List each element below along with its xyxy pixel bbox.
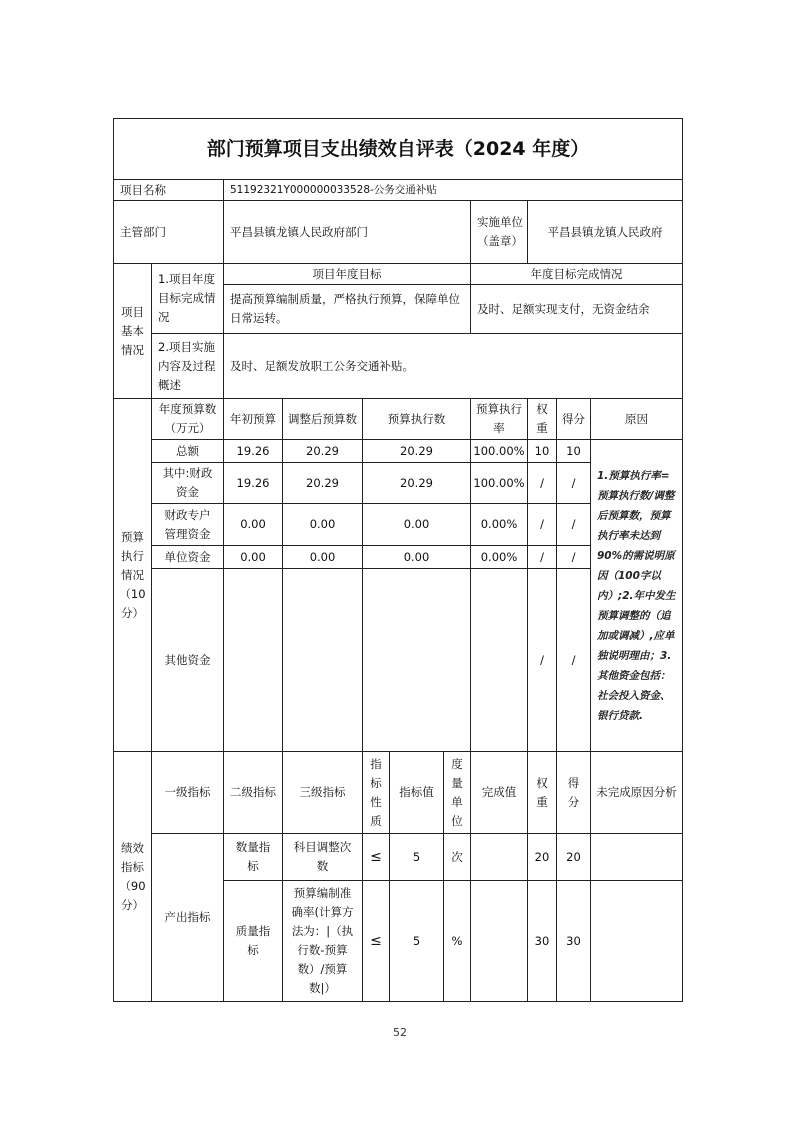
dept-label: 主管部门 (113, 200, 224, 264)
perf-cell: 30 (527, 880, 557, 1002)
perf-cell: 5 (389, 833, 444, 881)
budget-cell: 0.00 (362, 545, 471, 569)
budget-cell: 0.00 (223, 503, 283, 546)
budget-cell: 0.00 (282, 545, 363, 569)
done-head: 年度目标完成情况 (470, 263, 683, 285)
budget-cell: / (527, 545, 557, 569)
perf-cell: 5 (389, 880, 444, 1002)
budget-header: 调整后预算数 (282, 398, 363, 440)
budget-row-label: 总额 (151, 439, 224, 463)
budget-cell: / (556, 462, 591, 504)
perf-cell: 科目调整次数 (282, 833, 363, 881)
budget-header: 年初预算 (223, 398, 283, 440)
perf-header: 一级指标 (151, 751, 224, 834)
budget-label: 预算执行情况（10分） (113, 398, 152, 752)
impl-label: 实施单位（盖章） (470, 200, 528, 264)
budget-cell: 20.29 (282, 462, 363, 504)
budget-cell: 0.00% (470, 545, 528, 569)
budget-row-label: 其中:财政资金 (151, 462, 224, 504)
budget-cell: 20.29 (282, 439, 363, 463)
goal-head: 项目年度目标 (223, 263, 471, 285)
perf-cell: ≤ (362, 880, 390, 1002)
perf-header: 指标性质 (362, 751, 390, 834)
budget-cell: 10 (556, 439, 591, 463)
perf-cell: % (443, 880, 471, 1002)
budget-cell: 20.29 (362, 439, 471, 463)
perf-cell: 次 (443, 833, 471, 881)
perf-cell (470, 880, 528, 1002)
budget-cell: 19.26 (223, 462, 283, 504)
perf-header: 度量单位 (443, 751, 471, 834)
budget-cell (362, 568, 471, 752)
budget-header: 预算执行率 (470, 398, 528, 440)
perf-header: 三级指标 (282, 751, 363, 834)
budget-cell: / (527, 568, 557, 752)
impl-content-label: 2.项目实施内容及过程概述 (151, 333, 224, 399)
perf-cell (590, 833, 683, 881)
budget-header: 原因 (590, 398, 683, 440)
budget-cell (470, 568, 528, 752)
basic-label: 项目基本情况 (113, 263, 152, 399)
budget-cell: 100.00% (470, 439, 528, 463)
perf-cell: 数量指标 (223, 833, 283, 881)
perf-header: 得分 (556, 751, 591, 834)
budget-cell: 10 (527, 439, 557, 463)
perf-header: 权重 (527, 751, 557, 834)
done-text: 及时、足额实现支付，无资金结余 (470, 284, 683, 334)
goal-text: 提高预算编制质量，严格执行预算，保障单位日常运转。 (223, 284, 471, 334)
perf-cell: 20 (556, 833, 591, 881)
perf-cell: 30 (556, 880, 591, 1002)
impl-content-text: 及时、足额发放职工公务交通补贴。 (223, 333, 683, 399)
goal-label: 1.项目年度目标完成情况 (151, 263, 224, 334)
budget-row-label: 财政专户管理资金 (151, 503, 224, 546)
perf-header: 二级指标 (223, 751, 283, 834)
budget-header: 年度预算数（万元） (151, 398, 224, 440)
perf-header: 未完成原因分析 (590, 751, 683, 834)
budget-cell: / (556, 503, 591, 546)
budget-header: 权重 (527, 398, 557, 440)
page-title: 部门预算项目支出绩效自评表（2024 年度） (113, 118, 683, 180)
budget-cell (282, 568, 363, 752)
budget-cell: 20.29 (362, 462, 471, 504)
budget-header: 得分 (556, 398, 591, 440)
budget-cell: 19.26 (223, 439, 283, 463)
budget-cell: / (527, 503, 557, 546)
budget-cell: / (556, 545, 591, 569)
perf-cell: 质量指标 (223, 880, 283, 1002)
perf-label: 绩效指标（90分） (113, 751, 152, 1002)
budget-row-label: 单位资金 (151, 545, 224, 569)
impl-value: 平昌县镇龙镇人民政府 (527, 200, 683, 264)
perf-level1: 产出指标 (151, 833, 224, 1002)
budget-cell (223, 568, 283, 752)
budget-cell: 0.00% (470, 503, 528, 546)
budget-row-label: 其他资金 (151, 568, 224, 752)
budget-cell: 100.00% (470, 462, 528, 504)
budget-cell: / (556, 568, 591, 752)
perf-header: 指标值 (389, 751, 444, 834)
budget-reason: 1.预算执行率=预算执行数/调整后预算数，预算执行率未达到90%的需说明原因（100字以内）;2.年中发生预算调整的（追加或调减）,应单独说明理由；3.其他资金包括：社会投入资金、银行贷款. (590, 439, 683, 752)
perf-cell: 20 (527, 833, 557, 881)
budget-cell: / (527, 462, 557, 504)
budget-cell: 0.00 (362, 503, 471, 546)
dept-value: 平昌县镇龙镇人民政府部门 (223, 200, 471, 264)
perf-cell (470, 833, 528, 881)
project-name-value: 51192321Y000000033528-公务交通补贴 (223, 179, 683, 201)
perf-cell (590, 880, 683, 1002)
project-name-label: 项目名称 (113, 179, 224, 201)
page-number: 52 (393, 1026, 407, 1039)
budget-cell: 0.00 (282, 503, 363, 546)
budget-cell: 0.00 (223, 545, 283, 569)
perf-header: 完成值 (470, 751, 528, 834)
budget-header: 预算执行数 (362, 398, 471, 440)
perf-cell: ≤ (362, 833, 390, 881)
perf-cell: 预算编制准确率(计算方法为：|（执行数-预算数）/预算数|） (282, 880, 363, 1002)
